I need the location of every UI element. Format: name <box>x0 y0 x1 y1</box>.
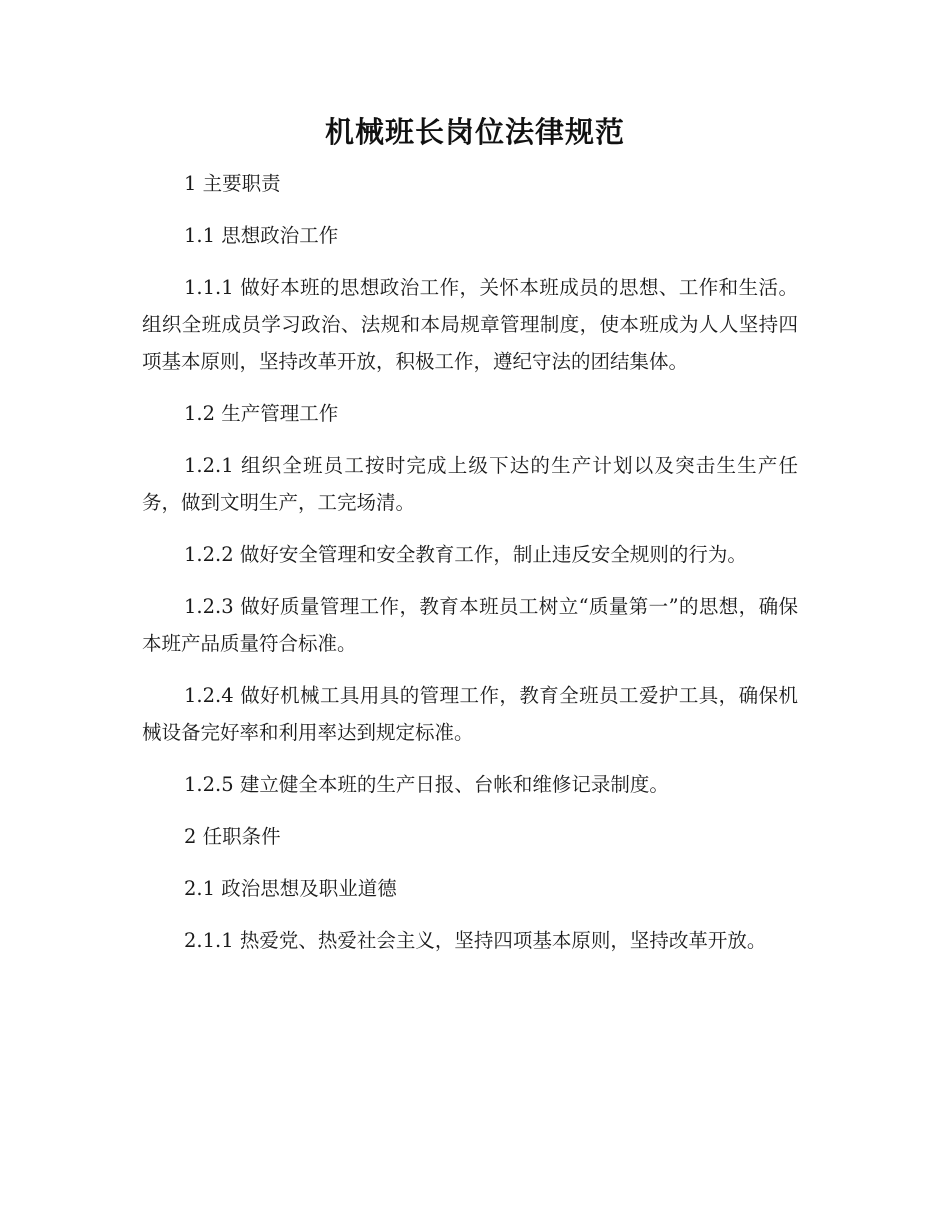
document-body <box>142 165 798 974</box>
document-title: 机械班长岗位法律规范 <box>324 115 625 149</box>
paragraph: 1.2.4 做好机械工具用具的管理工作，教育全班员工爱护工具，确保机械设备完好率和利用率达到规定标准。 <box>142 684 798 744</box>
paragraph: 2.1.1 热爱党、热爱社会主义，坚持四项基本原则，坚持改革开放。 <box>184 929 767 952</box>
section-heading: 1 主要职责 <box>184 172 281 195</box>
subsection-heading: 2.1 政治思想及职业道德 <box>184 877 397 900</box>
section-heading: 2 任职条件 <box>184 825 281 848</box>
paragraph: 1.2.1 组织全班员工按时完成上级下达的生产计划以及突击生生产任务，做到文明生产，工完场清。 <box>142 454 798 514</box>
subsection-heading: 1.2 生产管理工作 <box>184 402 339 425</box>
paragraph: 1.2.5 建立健全本班的生产日报、台帐和维修记录制度。 <box>184 773 669 796</box>
subsection-heading: 1.1 思想政治工作 <box>184 224 339 247</box>
paragraph: 1.2.3 做好质量管理工作，教育本班员工树立“质量第一”的思想，确保本班产品质量符合标准。 <box>142 595 798 655</box>
paragraph: 1.2.2 做好安全管理和安全教育工作，制止违反安全规则的行为。 <box>184 543 747 566</box>
paragraph: 1.1.1 做好本班的思想政治工作，关怀本班成员的思想、工作和生活。组织全班成员学习政治、法规和本局规章管理制度，使本班成为人人坚持四项基本原则，坚持改革开放，积极工作，遵纪守法的团结集体。 <box>142 276 798 373</box>
